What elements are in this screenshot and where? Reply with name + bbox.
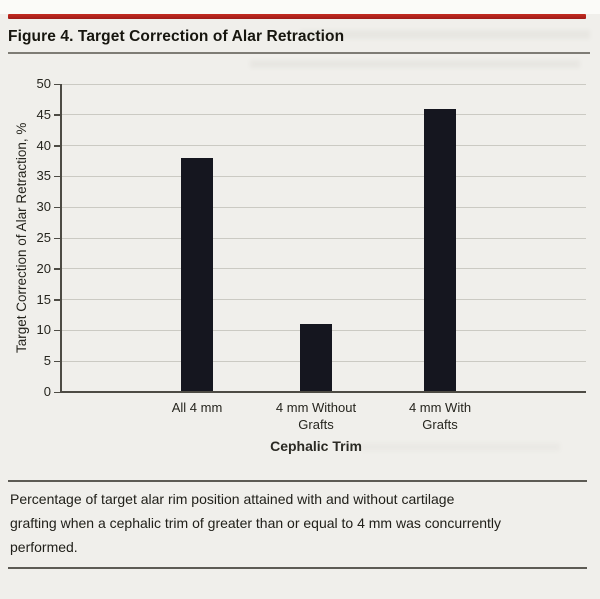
x-axis-category-labels: [60, 400, 586, 436]
figure-caption: [10, 487, 592, 559]
caption-line: Percentage of target alar rim position attained with and without cartilage: [10, 491, 455, 507]
figure-title: Figure 4. Target Correction of Alar Retraction: [8, 28, 345, 45]
y-tick-label: 5: [43, 353, 51, 369]
plot-area: [60, 84, 586, 392]
bar-3: [424, 109, 456, 392]
gridline: [60, 84, 586, 85]
y-tick-label: 35: [36, 168, 51, 184]
gridline: [60, 238, 586, 239]
x-tick-label: 4 mm Without Grafts: [275, 400, 357, 432]
y-axis-tick-labels: [0, 76, 53, 399]
bar-2: [300, 324, 332, 392]
gridline: [60, 114, 586, 115]
y-tick-label: 0: [43, 384, 51, 399]
y-tick-label: 10: [36, 322, 51, 338]
gridline: [60, 176, 586, 177]
gridline: [60, 207, 586, 208]
y-tick-label: 25: [36, 230, 51, 245]
y-tick-label: 30: [36, 199, 51, 215]
x-tick-label: All 4 mm: [171, 400, 223, 415]
y-tick-label: 15: [36, 291, 51, 307]
caption-line: grafting when a cephalic trim of greater than or equal to 4 mm was concurrently: [10, 515, 502, 531]
scan-bleed-artifact: [250, 60, 580, 68]
gridline: [60, 299, 586, 300]
x-axis-title-text: Cephalic Trim: [270, 438, 362, 454]
y-tick-label: 50: [36, 76, 51, 91]
x-axis-line: [60, 391, 586, 393]
caption-top-rule: [8, 480, 587, 482]
gridline: [60, 268, 586, 269]
figure-accent-rule: [8, 14, 586, 19]
y-tick-label: 20: [36, 260, 51, 276]
caption-line: performed.: [10, 539, 78, 555]
gridline: [60, 145, 586, 146]
y-axis-title: Target Correction of Alar Retraction, %: [14, 122, 29, 354]
scan-bleed-artifact: [360, 443, 560, 451]
title-divider-rule: [8, 52, 590, 54]
y-tick-label: 40: [36, 137, 51, 153]
caption-bottom-rule: [8, 567, 587, 569]
bar-1: [181, 158, 213, 392]
x-tick-label: 4 mm With Grafts: [408, 400, 472, 432]
page-top-margin: [0, 0, 600, 14]
y-tick-label: 45: [36, 106, 51, 122]
y-axis-line: [60, 84, 62, 392]
